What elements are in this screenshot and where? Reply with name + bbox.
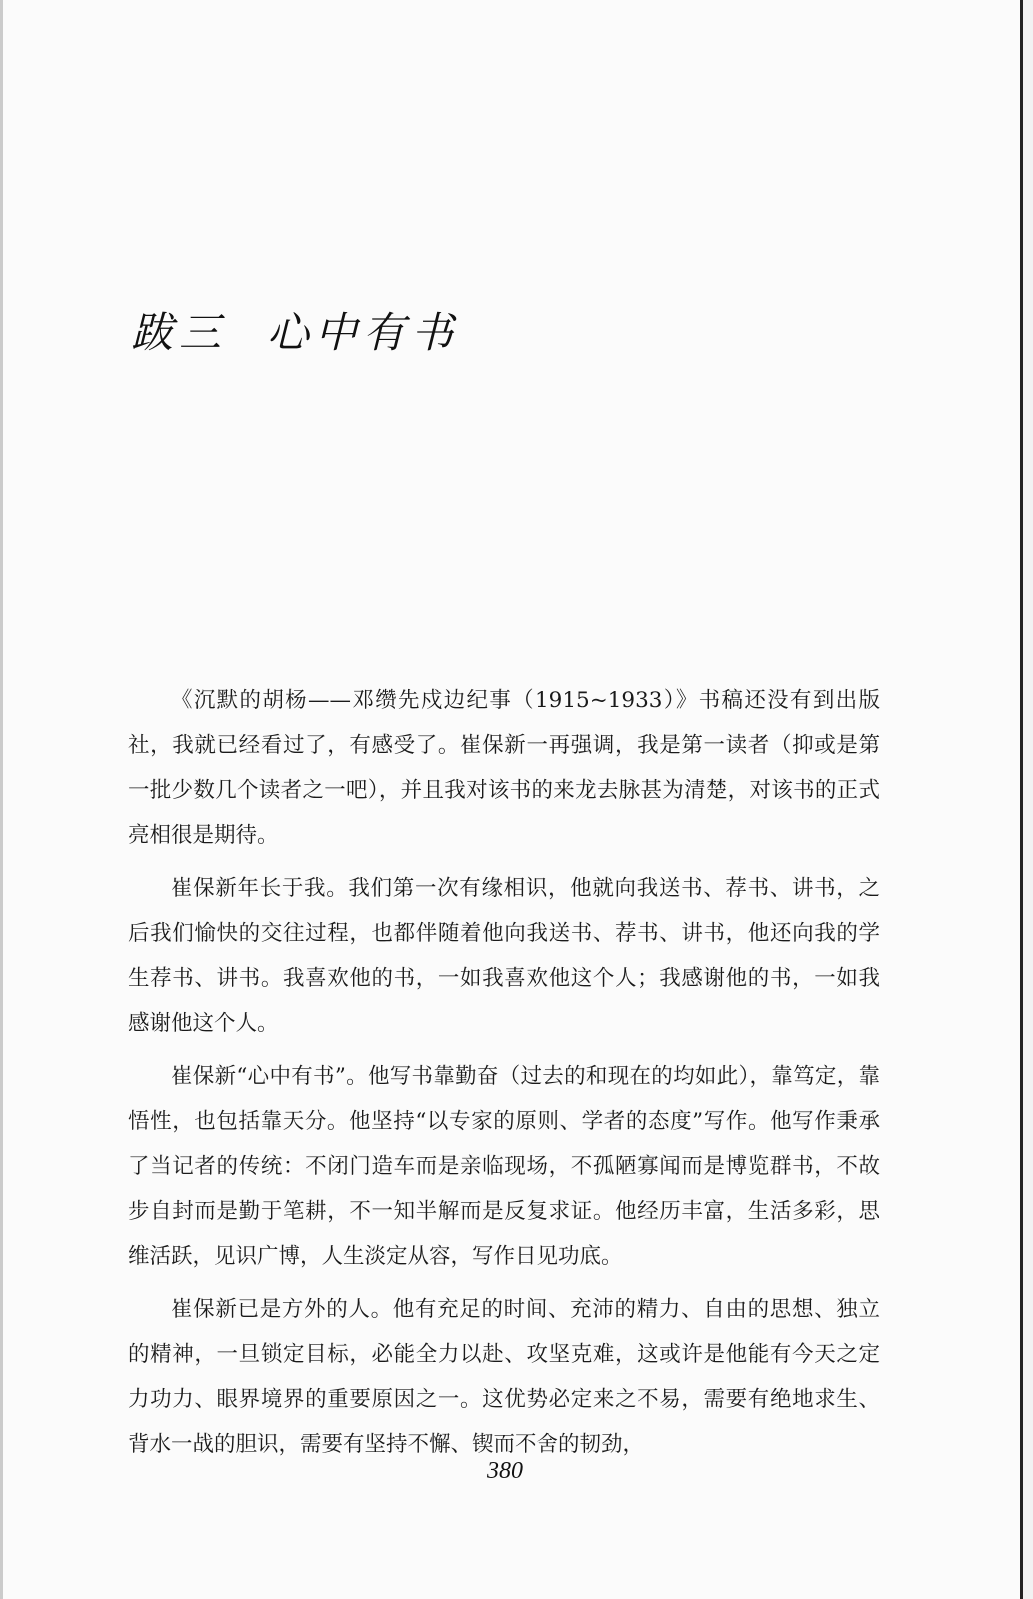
page-number: 380	[487, 1458, 523, 1484]
scan-left-edge	[0, 0, 3, 1599]
scan-right-edge	[1020, 0, 1023, 1599]
chapter-title-text: 心中有书	[267, 308, 460, 357]
body-text	[128, 678, 880, 1475]
scan-right-margin	[1023, 0, 1033, 1599]
paragraph-3: 崔保新“心中有书”。他写书靠勤奋（过去的和现在的均如此），靠笃定，靠悟性，也包括靠天分。他坚持“以专家的原则、学者的态度”写作。他写作秉承了当记者的传统：不闭门造车而是亲临现场，不孤陋寡闻而是博览群书，不故步自封而是勤于笔耕，不一知半解而是反复求证。他经历丰富，生活多彩，思维活跃，见识广博，人生淡定从容，写作日见功底。	[128, 1064, 880, 1269]
paragraph-4: 崔保新已是方外的人。他有充足的时间、充沛的精力、自由的思想、独立的精神，一旦锁定目标，必能全力以赴、攻坚克难，这或许是他能有今天之定力功力、眼界境界的重要原因之一。这优势必定来之不易，需要有绝地求生、背水一战的胆识，需要有坚持不懈、锲而不舍的韧劲，	[128, 1297, 880, 1457]
chapter-title	[131, 300, 459, 360]
paragraph-2: 崔保新年长于我。我们第一次有缘相识，他就向我送书、荐书、讲书，之后我们愉快的交往过程，也都伴随着他向我送书、荐书、讲书，他还向我的学生荐书、讲书。我喜欢他的书，一如我喜欢他这个人；我感谢他的书，一如我感谢他这个人。	[128, 876, 880, 1036]
paragraph-1: 《沉默的胡杨——邓缵先戍边纪事（1915~1933）》书稿还没有到出版社，我就已经看过了，有感受了。崔保新一再强调，我是第一读者（抑或是第一批少数几个读者之一吧），并且我对该书的来龙去脉甚为清楚，对该书的正式亮相很是期待。	[128, 688, 880, 848]
chapter-title-label: 跋三	[131, 308, 228, 357]
